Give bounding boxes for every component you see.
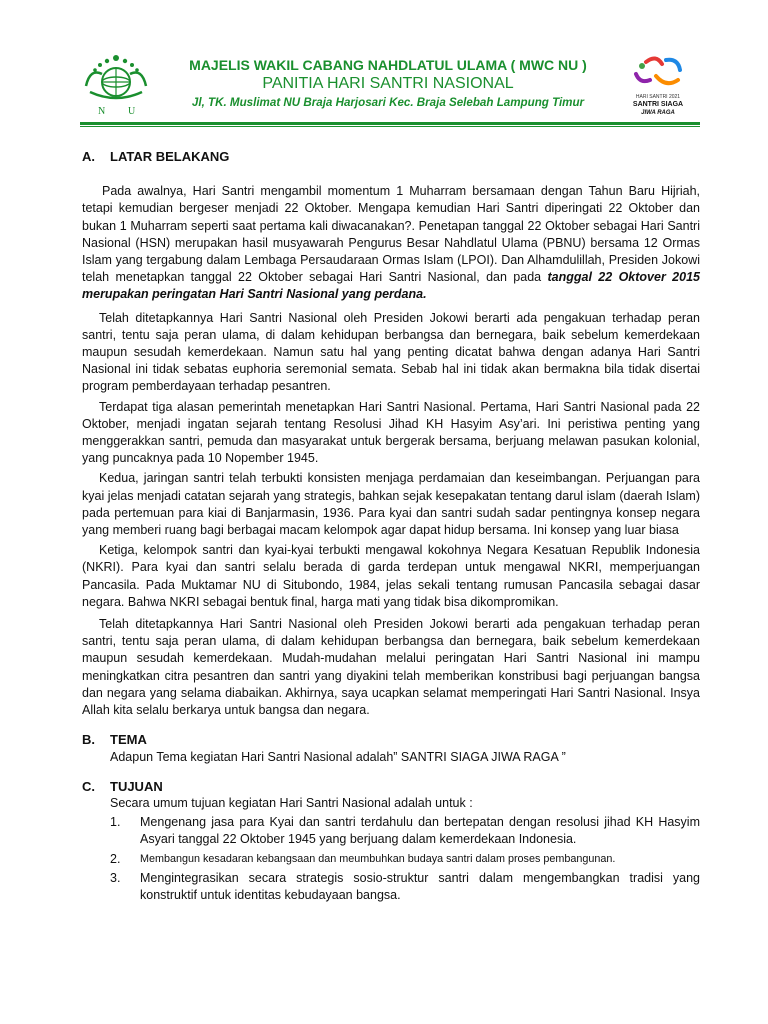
letterhead-text xyxy=(152,52,624,111)
paragraph-6: Telah ditetapkannya Hari Santri Nasional oleh Presiden Jokowi berarti ada pengakuan terhadap peran santri, tentu saja peran ulama, di dalam kehidupan berbangsa dan bernegara, baik sebelum kemerdekaan maupun sesudah kemerdekaan. Mudah-mudahan melalui peringatan Hari Santri Nasional ini mampu meningkatkan citra pesantren dan santri yang diyakini telah memberikan konstribusi bagi perjuangan bangsa dan negara yang selama diabaikan. Akhirnya, saya ucapkan selamat memperingati Hari Santri Nasional. Insya Allah kita selalu berkarya untuk bangsa dan negara. xyxy=(82,617,700,718)
paragraph-1-emphasis: tanggal 22 Oktover 2015 merupakan peringatan Hari Santri Nasional yang perdana. xyxy=(82,270,700,302)
purpose-intro: Secara umum tujuan kegiatan Hari Santri Nasional adalah untuk : xyxy=(110,795,473,810)
nu-logo-letter-n: N xyxy=(98,106,106,117)
section-c-title: TUJUAN xyxy=(110,778,163,794)
letterhead xyxy=(80,52,690,122)
section-b-letter: B. xyxy=(82,732,95,748)
organization-name: MAJELIS WAKIL CABANG NAHDLATUL ULAMA ( MWC NU ) xyxy=(189,57,587,73)
section-c-letter: C. xyxy=(82,778,95,794)
section-a-heading xyxy=(82,148,700,165)
section-a-letter: A. xyxy=(82,149,95,164)
list-item xyxy=(110,870,700,904)
section-b-heading xyxy=(82,731,700,748)
document-body xyxy=(82,148,700,904)
section-b-title: TEMA xyxy=(110,732,147,748)
purpose-list xyxy=(110,814,700,904)
header-divider xyxy=(80,122,700,125)
paragraph-3: Terdapat tiga alasan pemerintah menetapkan Hari Santri Nasional. Pertama, Hari Santri Nasional pada 22 Oktober, menjadi ingatan sejarah tentang Resolusi Jihad KH Hasyim Asy’ari. Ini peristiwa penting yang menggerakkan santri, pemuda dan masyarakat untuk bergerak bersama, berjuang melawan pasukan kolonial, yang puncaknya pada 10 Nopember 1945. xyxy=(82,399,700,466)
section-a-title: LATAR BELAKANG xyxy=(110,149,230,164)
hari-santri-logo-icon xyxy=(626,54,690,116)
hsn-logo-year: HARI SANTRI 2021 xyxy=(635,94,681,100)
hsn-logo-line1: SANTRI SIAGA xyxy=(632,101,684,108)
list-item-text: Membangun kesadaran kebangsaan dan meumbuhkan budaya santri dalam proses pembangunan. xyxy=(140,852,616,865)
list-item xyxy=(110,814,700,848)
committee-title: PANITIA HARI SANTRI NASIONAL xyxy=(262,75,514,92)
list-item-text: Mengintegrasikan secara strategis sosio-struktur santri dalam mengembangkan tradisi yang konstruktif untuk identitas kebudayaan bangsa. xyxy=(140,870,700,902)
paragraph-1 xyxy=(82,183,700,303)
list-item xyxy=(110,851,700,868)
nu-logo-icon xyxy=(80,52,152,118)
paragraph-1-text: Pada awalnya, Hari Santri mengambil momentum 1 Muharram bersamaan dengan Tahun Baru Hijriah, tetapi kemudian bergeser menjadi 22 Oktober. Mengapa kemudian Hari Santri diperingati 22 Oktober dan bukan 1 Muharram seperti saat pertama kali diwacanakan?. Penetapan tanggal 22 Oktober sebagai Hari Santri Nasional (HSN) merupakan hasil musyawarah Pengurus Besar Nahdlatul Ulama (PBNU) bersama 12 Ormas Islam yang tergabung dalam Lembaga Persaudaraan Ormas Islam (LPOI). Dan Alhamdulillah, Presiden Jokowi telah menetapkan tanggal 22 Oktober sebagai Hari Santri Nasional, dan pada xyxy=(82,184,700,285)
paragraph-4: Kedua, jaringan santri telah terbukti konsisten menjaga perdamaian dan keseimbangan. Perjuangan para kyai jelas menjadi catatan sejarah yang strategis, bahkan sejak kesepakatan tentang darul islam (daerah Islam) pada pertemuan para kiai di Banjarmasin, 1936. Para kyai dan santri sudah sadar pentingnya konsep negara yang memberi ruang bagi berbagai macam kelompok agar dapat hidup bersama. Ini konsep yang luar biasa xyxy=(82,471,700,538)
list-item-number: 1. xyxy=(110,815,121,830)
nu-logo-letter-u: U xyxy=(128,106,136,117)
address: Jl, TK. Muslimat NU Braja Harjosari Kec. Braja Selebah Lampung Timur xyxy=(191,96,585,109)
list-item-text: Mengenang jasa para Kyai dan santri terdahulu dan bertepatan dengan resolusi jihad KH Hasyim Asyari tanggal 22 Oktober 1945 yang berjuang dalam kemerdekaan Indonesia. xyxy=(140,815,700,847)
hsn-logo-line2: JIWA RAGA xyxy=(641,110,675,116)
paragraph-2: Telah ditetapkannya Hari Santri Nasional oleh Presiden Jokowi berarti ada pengakuan terhadap peran santri, tentu saja peran ulama, di dalam kehidupan berbangsa dan bernegara, baik sebelum kemerdekaan maupun sesudah kemerdekaan. Namun satu hal yang penting dicatat bahwa dengan adanya Hari Santri Nasional ini tidak sebatas euphoria seremonial semata. Sebab hal ini tidak akan bermakna bila tidak disertai program pemberdayaan terhadap pesantren. xyxy=(82,310,700,394)
list-item-number: 3. xyxy=(110,870,121,885)
section-c-heading xyxy=(82,778,700,795)
paragraph-5: Ketiga, kelompok santri dan kyai-kyai terbukti mengawal kokohnya Negara Kesatuan Republik Indonesia (NKRI). Para kyai dan santri selalu berada di garda terdepan untuk mengawal NKRI, memperjuangan Pancasila. Pada Muktamar NU di Situbondo, 1984, jelas sekali tentang rumusan Pancasila sebagai dasar negara. Bahwa NKRI sebagai bentuk final, harga mati yang tidak bisa dikompromikan. xyxy=(82,543,700,609)
header-divider-thin xyxy=(80,126,700,127)
list-item-number: 2. xyxy=(110,851,121,866)
theme-text: Adapun Tema kegiatan Hari Santri Nasional adalah” SANTRI SIAGA JIWA RAGA ” xyxy=(110,749,566,764)
